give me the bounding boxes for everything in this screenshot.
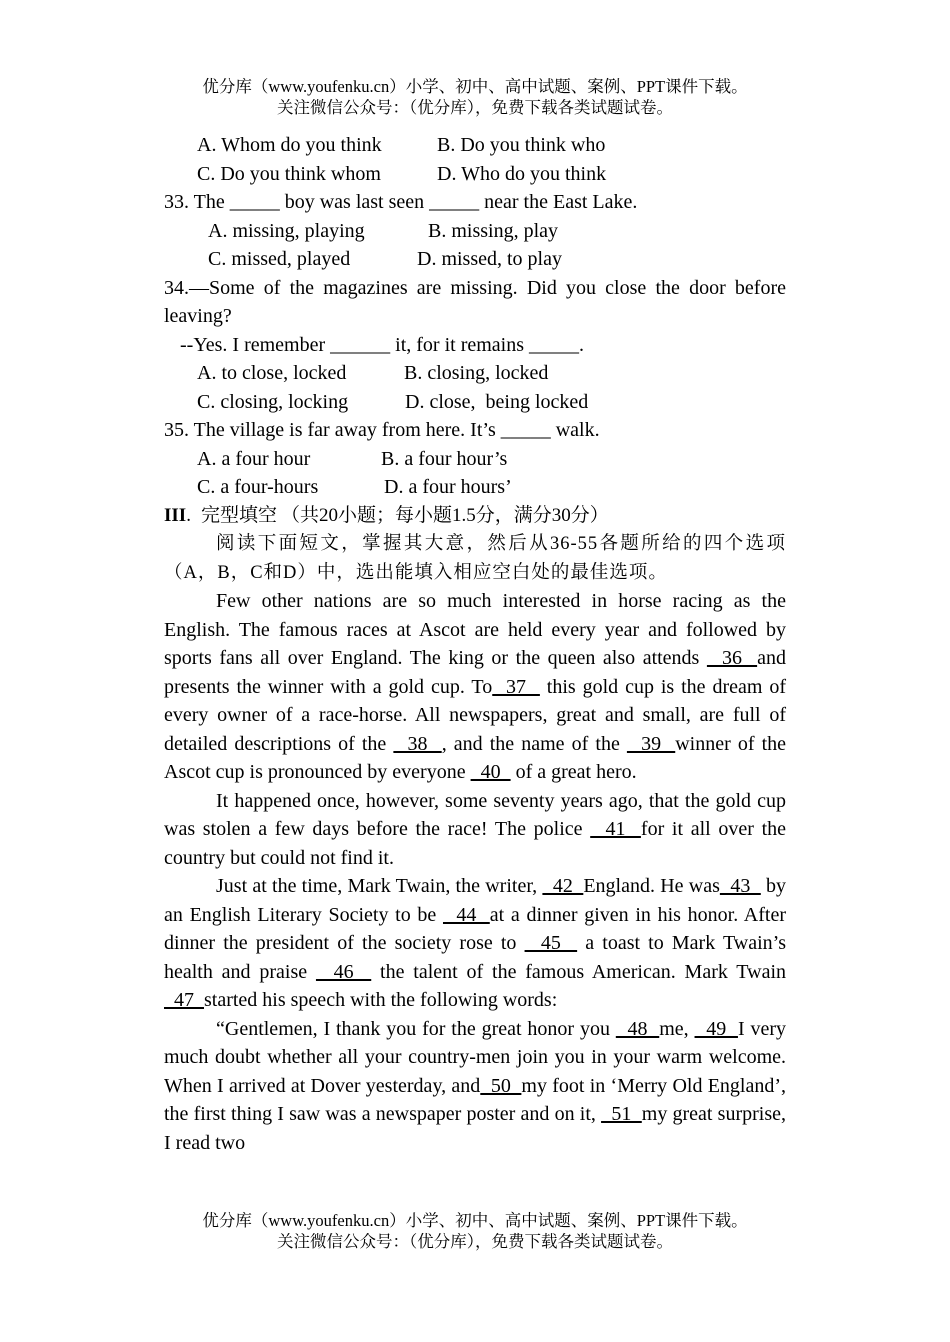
passage-paragraph-2 <box>164 787 786 873</box>
p1-text-2: and presents the winner with a gold cup. To <box>164 647 786 698</box>
blank-45: 45 <box>524 932 578 954</box>
q34-option-a: A. to close, locked <box>197 362 347 384</box>
section-3-dot: . <box>186 504 191 526</box>
p3-text-7: started his speech with the following words: <box>204 989 558 1011</box>
q32-options-row2 <box>164 160 786 189</box>
section-3-heading <box>164 502 786 531</box>
blank-41: 41 <box>590 818 641 840</box>
p1-text-6: of a great hero. <box>510 761 637 783</box>
footer-line-2: 关注微信公众号：（优分库），免费下载各类试题试卷。 <box>277 1232 673 1251</box>
footer-line-1: 优分库（www.youfenku.cn）小学、初中、高中试题、案例、PPT课件下载。 <box>202 1211 748 1230</box>
p3-text-4: at a dinner given in his honor. After dinner the president of the society rose to <box>164 903 787 954</box>
header-line-2: 关注微信公众号：（优分库），免费下载各类试题试卷。 <box>277 98 673 117</box>
q35-option-d: D. a four hours’ <box>384 476 512 498</box>
q34-option-c: C. closing, locking <box>197 390 349 413</box>
q33-options-row2 <box>164 245 786 274</box>
q34-option-d: D. close, being locked <box>405 390 589 413</box>
p1-text-3: this gold cup is the dream of every owner of a race-horse. All newspapers, great and small, are full of detailed descriptions of the <box>164 675 787 755</box>
q35-stem: 35. The village is far away from here. It’s _____ walk. <box>164 419 600 441</box>
p3-text-3: by an English Literary Society to be <box>164 875 787 926</box>
q33-option-d: D. missed, to play <box>417 248 562 270</box>
blank-38: 38 <box>393 732 442 755</box>
blank-39: 39 <box>626 732 676 755</box>
passage-paragraph-4 <box>164 1015 786 1158</box>
p4-text-1: “Gentlemen, I thank you for the great honor you <box>216 1017 616 1040</box>
q33-options-row1 <box>164 217 786 246</box>
q35-option-a: A. a four hour <box>197 447 311 470</box>
page-header <box>0 76 950 118</box>
q32-option-d: D. Who do you think <box>437 162 607 185</box>
section-3-title: 完型填空 <box>200 504 277 526</box>
q35-option-c: C. a four-hours <box>197 476 319 498</box>
blank-47: 47 <box>164 989 204 1011</box>
q34-reply: --Yes. I remember ______ it, for it remains _____. <box>180 333 585 356</box>
p4-text-2: me, <box>659 1017 695 1040</box>
p3-text-1: Just at the time, Mark Twain, the writer, <box>216 875 543 897</box>
p2-text-1: It happened once, however, some seventy years ago, that the gold cup was stolen a few days before the race! The police <box>164 789 786 840</box>
blank-36: 36 <box>706 647 758 669</box>
q34-options-row2 <box>164 388 786 417</box>
q35-options-row1 <box>164 445 786 474</box>
page-footer <box>0 1210 950 1252</box>
q32-option-c: C. Do you think whom <box>197 162 381 185</box>
blank-44: 44 <box>442 903 490 926</box>
p4-text-4: my foot in ‘Merry Old England’, the first thing I saw was a newspaper poster and on it, <box>164 1074 787 1125</box>
p1-text-1: Few other nations are so much interested in horse racing as the English. The famous races at Ascot are held every year and followed by sports fans all over England. The king or the queen also attends <box>164 590 786 669</box>
blank-49: 49 <box>694 1017 738 1040</box>
q32-option-b: B. Do you think who <box>437 134 606 156</box>
q35-option-b: B. a four hour’s <box>381 447 508 470</box>
q33-option-c: C. missed, played <box>208 248 351 270</box>
q33-stem: 33. The _____ boy was last seen _____ near the East Lake. <box>164 191 638 213</box>
p3-text-5: a toast to Mark Twain’s health and praise <box>164 932 787 983</box>
q32-option-a: A. Whom do you think <box>197 134 382 156</box>
p4-text-3: I very much doubt whether all your country-men join you in your warm welcome. When I arrived at Dover yesterday, and <box>164 1017 787 1097</box>
p3-text-2: England. He was <box>583 875 720 897</box>
p2-text-2: for it all over the country but could not find it. <box>164 818 786 869</box>
blank-37: 37 <box>492 675 540 698</box>
q34-stem: 34.—Some of the magazines are missing. Did you close the door before leaving? <box>164 276 786 327</box>
q34-options-row1 <box>164 359 786 388</box>
blank-50: 50 <box>480 1074 522 1097</box>
blank-40: 40 <box>470 761 511 783</box>
q32-options-row1 <box>164 131 786 160</box>
section-3-number: III <box>164 504 187 526</box>
blank-48: 48 <box>615 1017 660 1040</box>
blank-46: 46 <box>315 960 372 983</box>
section-3-instruction: 阅读下面短文，掌握其大意，然后从36-55各题所给的四个选项（A，B，C和D）中，选出能填入相应空白处的最佳选项。 <box>164 534 786 583</box>
header-line-1: 优分库（www.youfenku.cn）小学、初中、高中试题、案例、PPT课件下载。 <box>202 77 748 96</box>
p1-text-5: winner of the Ascot cup is pronounced by everyone <box>164 732 787 783</box>
blank-51: 51 <box>601 1103 642 1125</box>
p4-text-5: my great surprise, I read two <box>164 1103 786 1154</box>
q35-options-row2 <box>164 473 786 502</box>
p1-text-4: , and the name of the <box>441 732 627 755</box>
blank-43: 43 <box>719 875 761 897</box>
exam-content <box>164 131 786 1157</box>
passage-paragraph-3 <box>164 872 786 1015</box>
blank-42: 42 <box>542 875 584 897</box>
q33-option-b: B. missing, play <box>428 219 559 242</box>
q34-option-b: B. closing, locked <box>404 362 549 384</box>
q33-option-a: A. missing, playing <box>208 219 365 242</box>
p3-text-6: the talent of the famous American. Mark Twain <box>371 960 787 983</box>
passage-paragraph-1 <box>164 587 786 787</box>
section-3-info: （共20小题；每小题1.5分，满分30分） <box>280 504 609 526</box>
